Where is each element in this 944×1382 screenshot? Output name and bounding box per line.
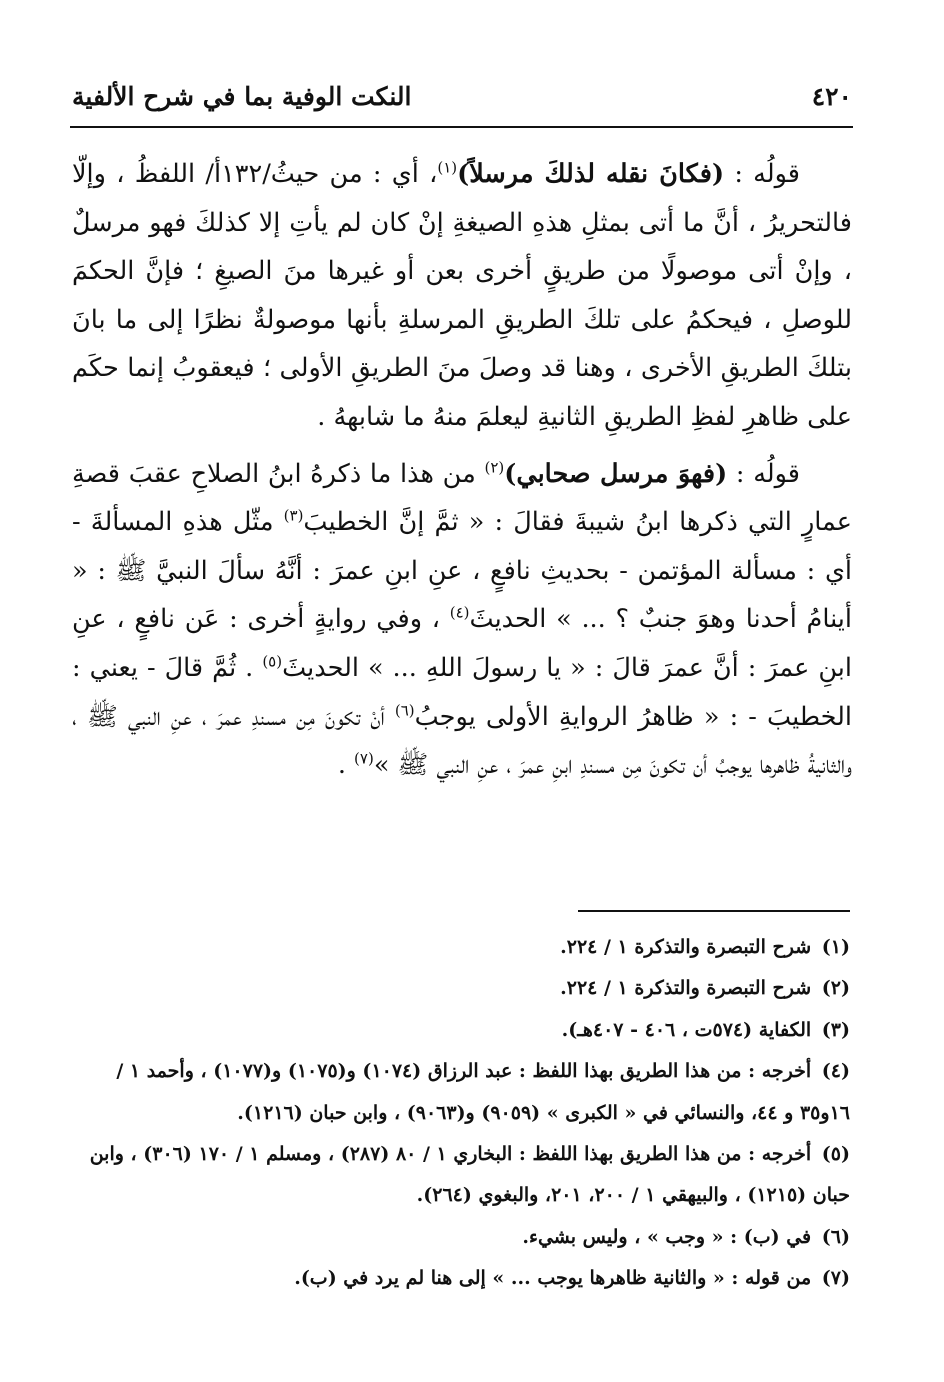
footnote-6	[72, 1217, 850, 1258]
footnote-number: (٧)	[821, 1267, 850, 1290]
paragraph-text: ، وفي روايةٍ أخرى : عَن نافعٍ ، عنِ ابنِ عمرَ : أنَّ عمرَ قالَ : « يا رسولَ اللهِ ... » الحديثَ	[72, 604, 852, 683]
footnote-number: (٦)	[821, 1225, 850, 1248]
footnote-ref: (٢)	[484, 458, 505, 477]
footnote-text: أخرجه : من هذا الطريق بهذا اللفظ : عبد الرزاق (١٠٧٤) و(١٠٧٥) و(١٠٧٧) ، وأحمد ١ /	[116, 1060, 812, 1083]
paragraph-text: مثّل هذهِ المسألةَ - أي : مسألة المؤتمن - بحديثِ نافعٍ ، عنِ ابنِ عمرَ : أنَّهُ سألَ النبيَّ ﷺ : « أينامُ أحدنا وهوَ جنبٌ ؟ ... » الحديثَ	[72, 507, 852, 635]
footnote-ref: (٣)	[283, 506, 304, 525]
footnote-4-continuation: ١٦و٣٥ و ٤٤، والنسائي في « الكبرى » (٩٠٥٩) و(٩٠٦٣) ، وابن حبان (١٢١٦).	[237, 1101, 850, 1124]
footnote-ref: (٤)	[449, 603, 470, 622]
footnote-ref: (٥)	[262, 652, 283, 671]
paragraph-text: أنْ تكونَ مِن مسندِ عمرَ ، عنِ النبي ﷺ ، والثانيةُ ظاهرها يوجبُ أن تكونَ مِن مسندِ ابنِ عمرَ ، عنِ النبي ﷺ »	[72, 701, 852, 781]
page-header	[72, 70, 852, 122]
footnote-number: (٢)	[821, 977, 850, 1000]
paragraph-2	[72, 450, 852, 790]
footnote-text: في (ب) : « وجب » ، وليس بشيء.	[522, 1225, 812, 1248]
footnote-text: شرح التبصرة والتذكرة ١ / ٢٢٤.	[560, 936, 812, 958]
footnote-text: الكفاية (٥٧٤ت ، ٤٠٦ - ٤٠٧هـ).	[561, 1018, 812, 1041]
footnote-1	[72, 927, 850, 968]
paragraph-lead: قولُه :	[724, 159, 800, 189]
footnote-number: (٥)	[821, 1143, 850, 1166]
paragraph-text: ، أي : من حيثُ/١٣٢أ/ اللفظُ ، وإلّا فالتحريرُ ، أنَّ ما أتى بمثلِ هذهِ الصيغةِ إنْ كان لم يأتِ إلا كذلكَ فهو مرسلٌ ، وإنْ أتى موصولًا من طريقٍ أخرى بعن أو غيرها منَ الصيغِ ؛ فإنَّ الحكمَ للوصلِ ، فيحكمُ على تلكَ الطريقِ المرسلةِ بأنها موصولةٌ نظرًا إلى ما بانَ بتلكَ الطريقِ الأخرى ، وهنا قد وصلَ منَ الطريقِ الأولى ؛ فيعقوبُ إنما حكَم على ظاهرِ لفظِ الطريقِ الثانيةِ ليعلمَ منهُ ما شابههُ .	[72, 159, 852, 432]
footnote-4	[72, 1051, 850, 1092]
footnote-2	[72, 968, 850, 1009]
paragraph-text: . ثُمَّ قالَ - يعني : الخطيبَ - : « ظاهرُ الروايةِ الأولى يوجبُ	[72, 652, 852, 732]
paragraph-1	[72, 150, 852, 442]
footnote-7	[72, 1258, 850, 1299]
footnotes	[72, 927, 850, 1300]
footnote-number: (٤)	[821, 1060, 850, 1083]
footnote-text: من قوله : « والثانية ظاهرها يوجب ... » إلى هنا لم يرد في (ب).	[294, 1267, 812, 1290]
footnote-ref: (١)	[437, 158, 458, 177]
footnote-5-continuation: حبان (١٢١٥) ، والبيهقي ١ / ٢٠٠، ٢٠١، والبغوي (٢٦٤).	[416, 1184, 850, 1207]
quoted-phrase: (فهوَ مرسل صحابي)	[504, 458, 728, 489]
page-number: ٤٢٠	[811, 81, 852, 111]
footnote-separator	[578, 910, 850, 912]
paragraph-text: .	[337, 750, 355, 781]
footnote-number: (١)	[821, 936, 850, 958]
footnote-3	[72, 1010, 850, 1051]
footnote-5	[72, 1134, 850, 1175]
footnote-number: (٣)	[821, 1018, 850, 1041]
footnote-text: أخرجه : من هذا الطريق بهذا اللفظ : البخاري ١ / ٨٠ (٢٨٧) ، ومسلم ١ / ١٧٠ (٣٠٦) ، وابن	[89, 1143, 812, 1166]
main-text	[72, 150, 852, 790]
quoted-phrase: (فكانَ نقله لذلكَ مرسلاً)	[457, 159, 725, 189]
paragraph-text: من هذا ما ذكرهُ ابنُ الصلاحِ عقبَ قصةِ عمارٍ التي ذكرها ابنُ شيبةَ فقالَ : « ثمَّ إنَّ الخطيبَ	[72, 458, 852, 538]
footnote-text: شرح التبصرة والتذكرة ١ / ٢٢٤.	[560, 977, 812, 1000]
book-title: النكت الوفية بما في شرح الألفية	[72, 81, 412, 111]
footnote-ref: (٧)	[354, 749, 374, 768]
paragraph-lead: قولُه :	[727, 458, 800, 489]
footnote-ref: (٦)	[394, 701, 415, 720]
header-rule	[70, 126, 853, 128]
